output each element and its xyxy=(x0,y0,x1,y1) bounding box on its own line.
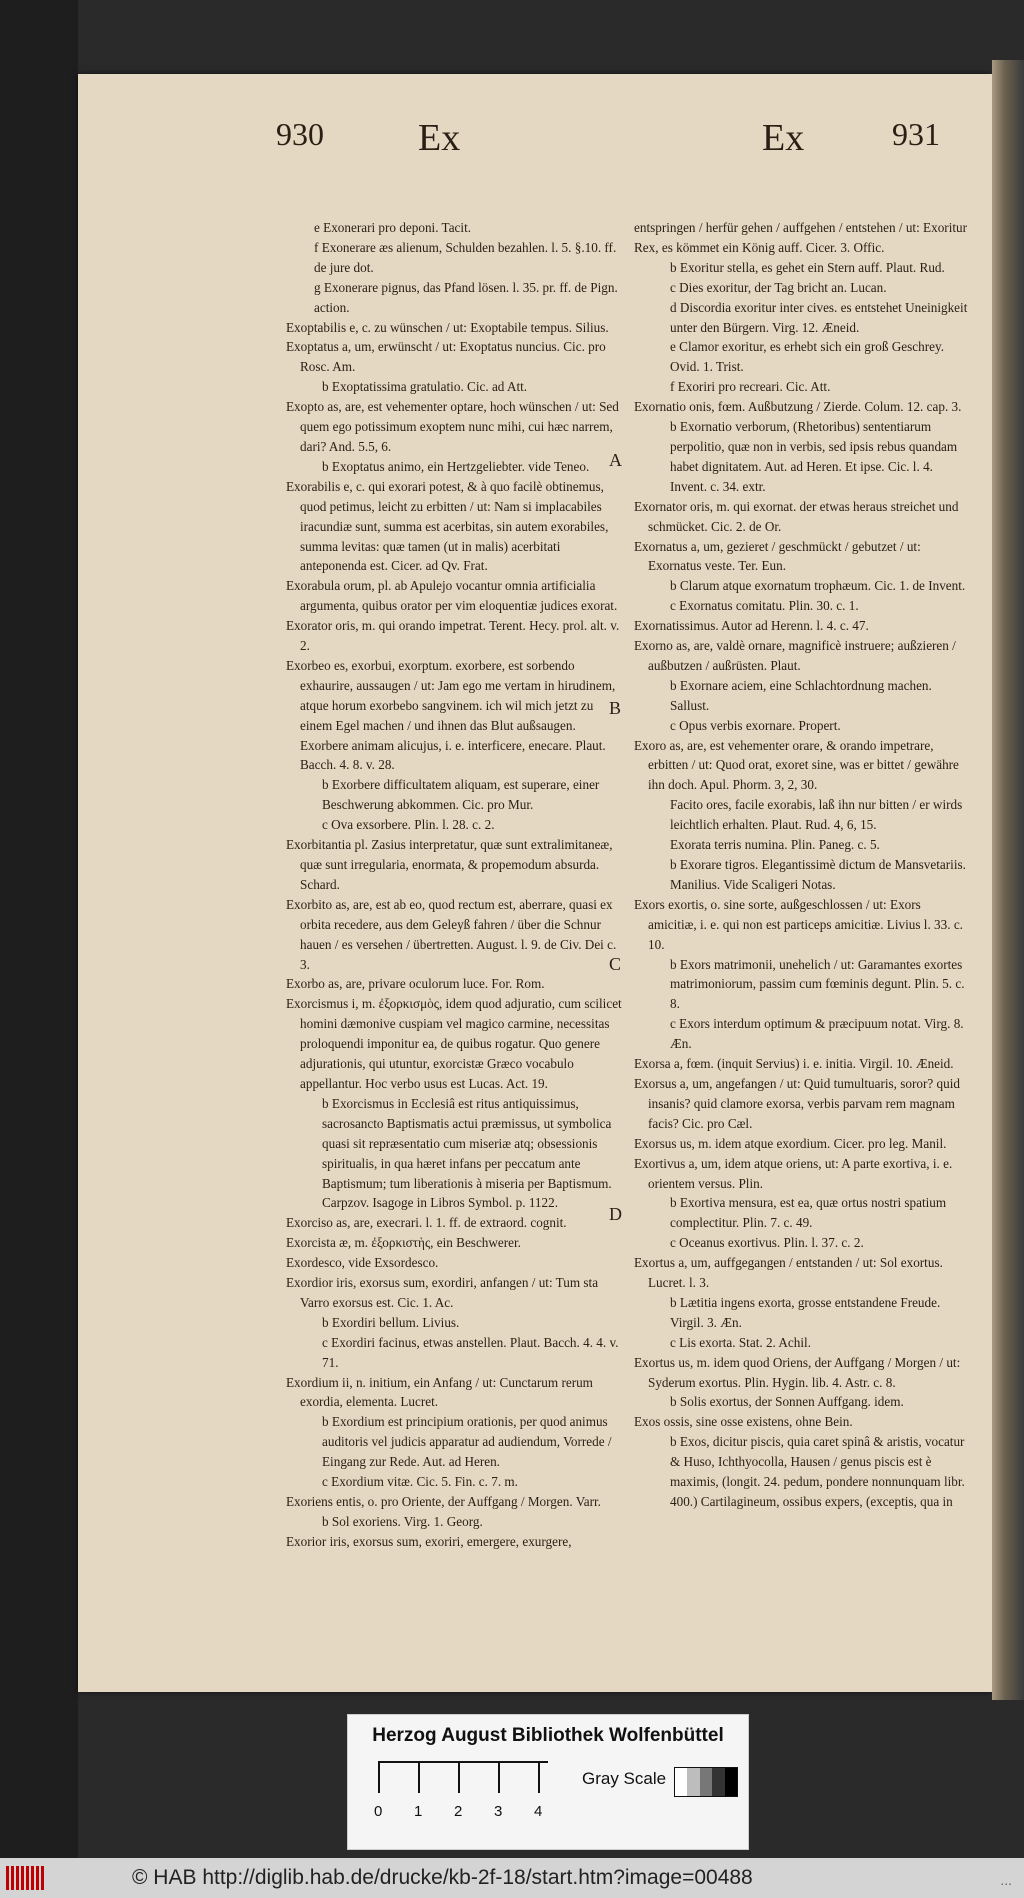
right-column xyxy=(634,218,970,1512)
gray-scale-label: Gray Scale xyxy=(582,1769,667,1788)
dictionary-entry: Exorcismus i, m. ἐξορκισμὸς, idem quod adjuratio, cum scilicet homini dæmonive cuspiam vel magico carmine, necessitas proloquendi imponitur ea, de quibus rogatur. Quo genere adjurationis, qui utuntur, exorcistæ Græco vocabulo appellantur. Hoc verbo usus est Lucas. Act. 19. xyxy=(286,996,622,1091)
ruler-tick xyxy=(538,1763,540,1793)
dictionary-entry: Exornatissimus. Autor ad Herenn. l. 4. c. 47. xyxy=(634,618,869,634)
dictionary-entry: c Lis exorta. Stat. 2. Achil. xyxy=(670,1334,812,1350)
dictionary-entry: b Lætitia ingens exorta, grosse entstandene Freude. Virgil. 3. Æn. xyxy=(670,1294,941,1330)
dictionary-entry: e Exonerari pro deponi. Tacit. xyxy=(314,220,472,235)
dictionary-entry: Exortus us, m. idem quod Oriens, der Auffgang / Morgen / ut: Syderum exortus. Plin. Hygin. lib. 4. Astr. c. 8. xyxy=(634,1354,961,1390)
ruler-tick xyxy=(498,1763,500,1793)
left-running-head: Ex xyxy=(418,117,461,159)
dictionary-entry: b Exoptatus animo, ein Hertzgeliebter. vide Teneo. xyxy=(322,458,590,474)
dictionary-entry: b Exordiri bellum. Livius. xyxy=(322,1314,460,1330)
right-running-head: Ex xyxy=(762,117,805,159)
dictionary-entry: Exorbo as, are, privare oculorum luce. For. Rom. xyxy=(286,976,545,992)
margin-letter-a: A xyxy=(609,450,622,470)
dictionary-entry: b Exos, dicitur piscis, quia caret spinâ & aristis, vocatur & Huso, Ichthyocolla, Hausen / genus piscis est è maximis, (longit. 24. pedum, pondere nonnunquam libr. 400.) Cartilagineum, ossibus expers, (exceptis, qua in xyxy=(670,1434,965,1509)
dictionary-entry: Exorior iris, exorsus sum, exoriri, emergere, exurgere, xyxy=(286,1533,572,1549)
dictionary-entry: g Exonerare pignus, das Pfand lösen. l. 35. pr. ff. de Pign. action. xyxy=(314,279,618,315)
dictionary-entry: Exoptabilis e, c. zu wünschen / ut: Exoptabile tempus. Silius. xyxy=(286,319,609,335)
dictionary-entry: b Exorcismus in Ecclesiâ est ritus antiquissimus, sacrosancto Baptismatis actui præmissus, ut symbolica quasi sit repræsentatio cum miseriæ atq; obsessionis spiritualis, in qua hæret infans per peccatum ante Baptismum; tum liberationis à miseria per Baptismum. Carpzov. Isagoge in Libros Symbol. p. 1122. xyxy=(322,1095,612,1211)
dictionary-entry: f Exoriri pro recreari. Cic. Att. xyxy=(670,379,831,395)
dictionary-entry: Exorbitantia pl. Zasius interpretatur, quæ sunt extralimitaneæ, quæ sunt irregularia, enormata, & propemodum absurda. Schard. xyxy=(286,837,613,892)
dictionary-entry: Exorno as, are, valdè ornare, magnificè instruere; außzieren / außbutzen / außrüsten. Plaut. xyxy=(634,638,956,673)
gray-swatch xyxy=(700,1768,712,1796)
dictionary-entry: Exorsus us, m. idem atque exordium. Cicer. pro leg. Manil. xyxy=(634,1135,947,1151)
footer-link[interactable]: © HAB http://diglib.hab.de/drucke/kb-2f-18/start.htm?image=00488 xyxy=(132,1866,753,1889)
dictionary-entry: Exordium ii, n. initium, ein Anfang / ut: Cunctarum rerum exordia, elementa. Lucret. xyxy=(286,1374,593,1410)
dictionary-entry: c Exors interdum optimum & præcipuum notat. Virg. 8. Æn. xyxy=(670,1016,964,1052)
dictionary-entry: Exorsus a, um, angefangen / ut: Quid tumultuaris, soror? quid insanis? quid clamore exorsa, verbis parvam rem magnam facis? Cic. pro Cæl. xyxy=(634,1075,960,1131)
dictionary-entry: b Exortiva mensura, est ea, quæ ortus nostri spatium complectitur. Plin. 7. c. 49. xyxy=(670,1195,947,1231)
dictionary-entry: b Exoptatissima gratulatio. Cic. ad Att. xyxy=(322,379,528,395)
dictionary-entry: d Discordia exoritur inter cives. es entstehet Uneinigkeit unter den Bürgern. Virg. 12. Æneid. xyxy=(670,299,968,335)
dictionary-entry: Exoriens entis, o. pro Oriente, der Auffgang / Morgen. Varr. xyxy=(286,1494,601,1509)
footer-bar xyxy=(0,1858,1024,1898)
dictionary-entry: Exordior iris, exorsus sum, exordiri, anfangen / ut: Tum sta Varro exorsus est. Cic. 1. Ac. xyxy=(286,1275,599,1310)
dictionary-entry: Exortivus a, um, idem atque oriens, ut: A parte exortiva, i. e. orientem versus. Plin. xyxy=(634,1155,953,1191)
dictionary-entry: b Exornatio verborum, (Rhetoribus) sententiarum perpolitio, quæ non in verbis, sed ipsis rebus quandam habet dignitatem. Aut. ad Heren. Et ipse. Cic. l. 4. Invent. c. 34. extr. xyxy=(670,419,958,494)
dictionary-entry: Exorbito as, are, est ab eo, quod rectum est, aberrare, quasi ex orbita recedere, aus dem Geleyß fahren / über die Schnur hauen / es versehen / übertretten. August. l. 9. de Civ. Dei c. 3. xyxy=(286,896,617,972)
ruler xyxy=(378,1761,548,1797)
dictionary-entry: Exornatus a, um, gezieret / geschmückt / gebutzet / ut: Exornatus veste. Ter. Eun. xyxy=(634,538,921,574)
ruler-label: 2 xyxy=(454,1803,463,1820)
dictionary-entry: Exornator oris, m. qui exornat. der etwas heraus streichet und schmücket. Cic. 2. de Or. xyxy=(634,498,959,534)
margin-letter-b: B xyxy=(609,698,622,718)
dictionary-entry: b Clarum atque exornatum trophæum. Cic. 1. de Invent. xyxy=(670,578,966,594)
dictionary-entry: Exorator oris, m. qui orando impetrat. Terent. Hecy. prol. alt. v. 2. xyxy=(286,618,620,654)
dictionary-entry: b Exorbere difficultatem aliquam, est superare, einer Beschwerung abkommen. Cic. pro Mur. xyxy=(322,777,600,813)
ruler-label: 0 xyxy=(374,1803,383,1820)
dictionary-entry: Exorsa a, fœm. (inquit Servius) i. e. initia. Virgil. 10. Æneid. xyxy=(634,1056,954,1072)
dictionary-entry: Exorabula orum, pl. ab Apulejo vocantur omnia artificialia argumenta, quibus orator per vim eloquentiæ judices exorat. xyxy=(286,578,618,614)
dictionary-entry: b Exors matrimonii, unehelich / ut: Garamantes exortes matrimoniorum, passim cum fœminis degunt. Plin. 5. c. 8. xyxy=(670,956,965,1012)
dictionary-entry: Facito ores, facile exorabis, laß ihn nur bitten / er wirds leichtlich erhalten. Plaut. Rud. 4, 6, 15. xyxy=(670,797,963,833)
gray-swatch xyxy=(687,1768,699,1796)
dictionary-entry: Exordesco, vide Exsordesco. xyxy=(286,1255,439,1271)
dictionary-entry: Exors exortis, o. sine sorte, außgeschlossen / ut: Exors amicitiæ, i. e. qui non est particeps amicitiæ. Livius l. 33. c. 10. xyxy=(634,896,963,952)
dictionary-entry: f Exonerare æs alienum, Schulden bezahlen. l. 5. §.10. ff. de jure dot. xyxy=(314,239,617,275)
dictionary-entry: Exos ossis, sine osse existens, ohne Bein. xyxy=(634,1414,853,1430)
gray-swatch xyxy=(675,1768,687,1796)
dictionary-entry: b Exornare aciem, eine Schlachtordnung machen. Sallust. xyxy=(670,677,932,713)
ruler-label: 4 xyxy=(534,1803,543,1820)
more-icon[interactable]: ... xyxy=(1000,1872,1012,1888)
ruler-tick xyxy=(458,1763,460,1793)
gray-swatch xyxy=(725,1768,737,1796)
dictionary-entry: c Ova exsorbere. Plin. l. 28. c. 2. xyxy=(322,817,495,833)
gray-scale-swatches xyxy=(674,1767,738,1797)
dictionary-entry: c Exordium vitæ. Cic. 5. Fin. c. 7. m. xyxy=(322,1474,518,1490)
dictionary-entry: b Exoritur stella, es gehet ein Stern auff. Plaut. Rud. xyxy=(670,259,945,275)
margin-letter-c: C xyxy=(609,954,622,974)
dictionary-entry: Exorciso as, are, execrari. l. 1. ff. de extraord. cognit. xyxy=(286,1215,567,1231)
dictionary-entry: Exorbeo es, exorbui, exorptum. exorbere, est sorbendo exhaurire, aussaugen / ut: Jam ego me vertam in hirudinem, atque horum exorbebo sangvinem. ich wil mich jetzt zu einem Egel machen / und ihnen das Blut außsaugen. Exorbere animam alicujus, i. e. interficere, enecare. Plaut. Bacch. 4. 8. v. 28. xyxy=(286,657,616,773)
left-page-number: 930 xyxy=(276,116,324,152)
margin-letter-d: D xyxy=(609,1204,622,1224)
dictionary-entry: Exornatio onis, fœm. Außbutzung / Zierde. Colum. 12. cap. 3. xyxy=(634,399,962,415)
dictionary-entry: Exorabilis e, c. qui exorari potest, & à quo facilè obtinemus, quod petimus, leicht zu erbitten / ut: Nam si implacabiles iracundiæ sunt, summa est acerbitas, sin autem exorabiles, summa levitas: quæ tamen (ut in malis) acerbitati anteponenda est. Cicer. ad Qv. Frat. xyxy=(286,478,609,574)
dictionary-entry: b Solis exortus, der Sonnen Auffgang. idem. xyxy=(670,1394,904,1410)
ruler-tick xyxy=(378,1763,380,1793)
page-edge xyxy=(992,60,1024,1700)
dictionary-entry: c Dies exoritur, der Tag bricht an. Lucan. xyxy=(670,279,887,295)
right-page-number: 931 xyxy=(892,116,940,152)
library-card xyxy=(347,1714,749,1850)
ruler-tick xyxy=(418,1763,420,1793)
dictionary-entry: entspringen / herfür gehen / auffgehen / entstehen / ut: Exoritur Rex, es kömmet ein König auff. Cicer. 3. Offic. xyxy=(634,220,968,255)
gray-swatch xyxy=(712,1768,724,1796)
dictionary-entry: Exorata terris numina. Plin. Paneg. c. 5. xyxy=(670,837,880,853)
dictionary-entry: b Sol exoriens. Virg. 1. Georg. xyxy=(322,1513,483,1529)
hab-logo-icon[interactable] xyxy=(6,1866,46,1890)
dictionary-entry: c Exordiri facinus, etwas anstellen. Plaut. Bacch. 4. 4. v. 71. xyxy=(322,1334,619,1370)
dictionary-entry: b Exordium est principium orationis, per quod animus auditoris vel judicis apparatur ad audiendum, Vorrede / Eingang zur Rede. Aut. ad Heren. xyxy=(322,1414,612,1470)
dictionary-entry: Exoptatus a, um, erwünscht / ut: Exoptatus nuncius. Cic. pro Rosc. Am. xyxy=(286,339,606,375)
ruler-label: 3 xyxy=(494,1803,503,1820)
library-card-title: Herzog August Bibliothek Wolfenbüttel xyxy=(372,1725,724,1746)
dictionary-entry: c Oceanus exortivus. Plin. l. 37. c. 2. xyxy=(670,1235,864,1251)
left-dark-strip xyxy=(0,0,78,1858)
dictionary-entry: Exorcista æ, m. ἐξορκιστὴς, ein Beschwerer. xyxy=(286,1235,521,1251)
dictionary-entry: c Exornatus comitatu. Plin. 30. c. 1. xyxy=(670,598,859,614)
dictionary-entry: e Clamor exoritur, es erhebt sich ein groß Geschrey. Ovid. 1. Trist. xyxy=(670,339,944,375)
dictionary-entry: c Opus verbis exornare. Propert. xyxy=(670,717,841,733)
left-column xyxy=(286,218,622,1552)
dictionary-entry: b Exorare tigros. Elegantissimè dictum de Mansvetariis. Manilius. Vide Scaligeri Notas. xyxy=(670,857,966,892)
dictionary-entry: Exopto as, are, est vehementer optare, hoch wünschen / ut: Sed quem ego potissimum exoptem nunc mihi, cui hæc narrem, dari? And. 5.5, 6. xyxy=(286,399,619,454)
dictionary-entry: Exoro as, are, est vehementer orare, & orando impetrare, erbitten / ut: Quod orat, exoret sine, was er bittet / gewähre ihn doch. Apul. Phorm. 3, 2, 30. xyxy=(634,737,959,793)
dictionary-entry: Exortus a, um, auffgegangen / entstanden / ut: Sol exortus. Lucret. l. 3. xyxy=(634,1255,943,1291)
ruler-label: 1 xyxy=(414,1803,423,1820)
